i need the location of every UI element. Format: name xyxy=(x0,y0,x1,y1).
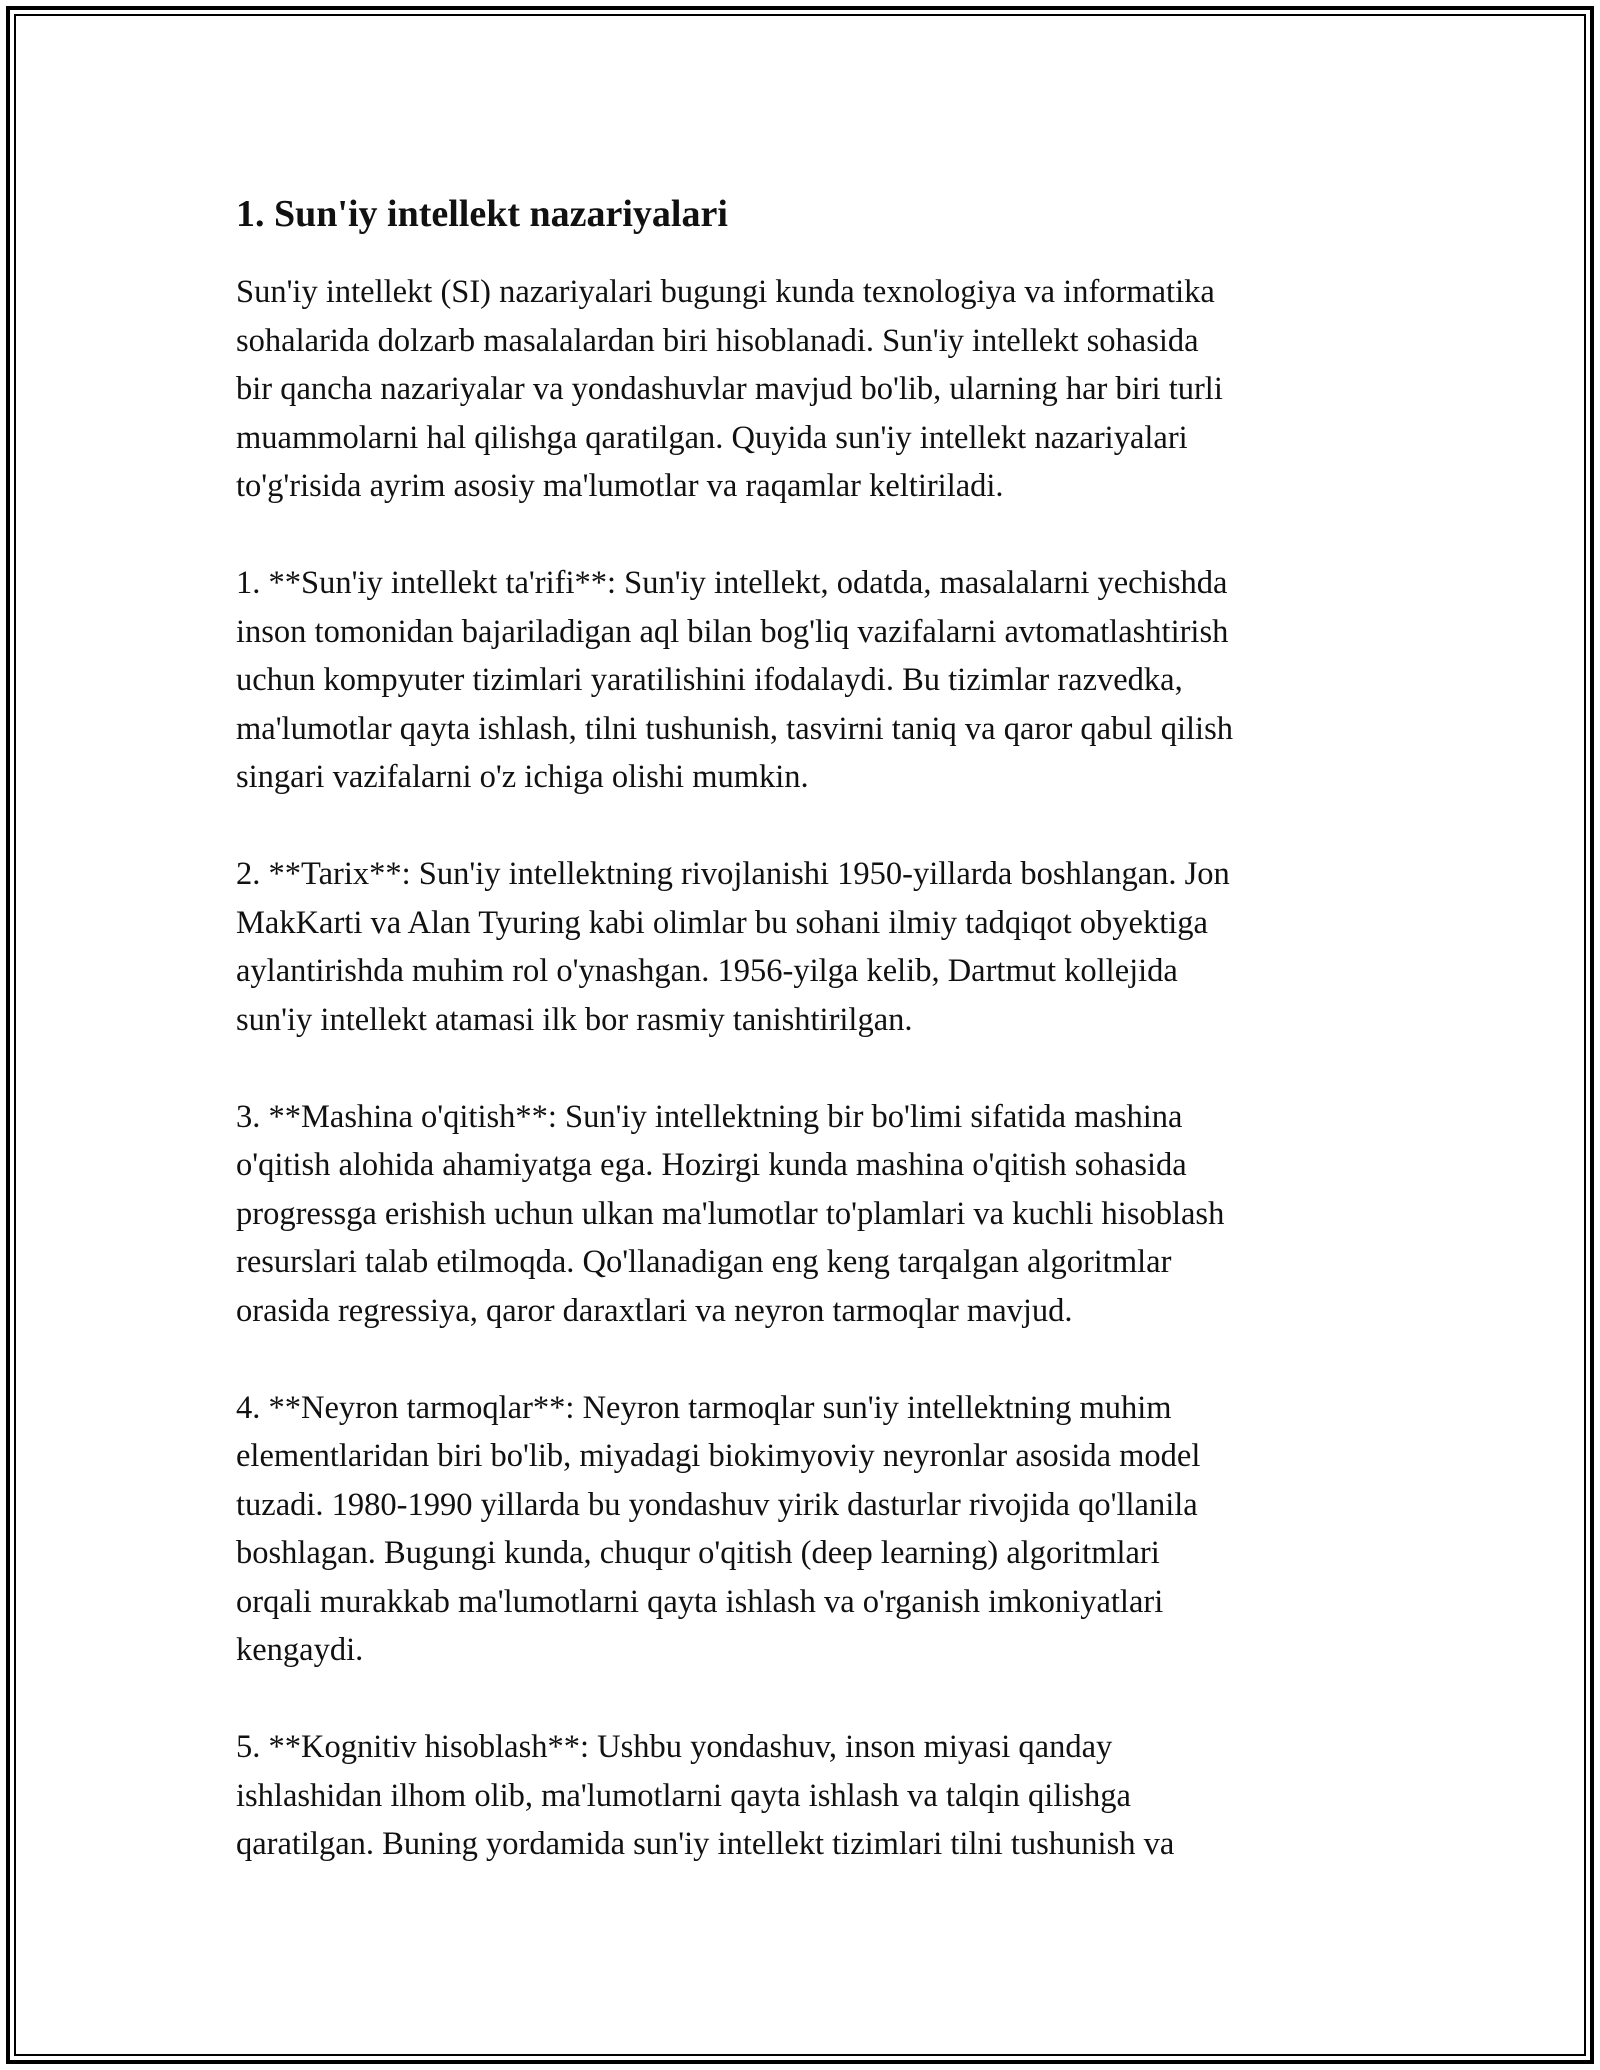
text-line: to'g'risida ayrim asosiy ma'lumotlar va raqamlar keltiriladi. xyxy=(236,468,1004,504)
text-line: tuzadi. 1980-1990 yillarda bu yondashuv yirik dasturlar rivojida qo'llanila xyxy=(236,1486,1198,1523)
text-line: sohalarida dolzarb masalalardan biri hisoblanadi. Sun'iy intellekt sohasida xyxy=(236,322,1199,359)
text-line: orqali murakkab ma'lumotlarni qayta ishlash va o'rganish imkoniyatlari xyxy=(236,1583,1164,1620)
text-line: 4. **Neyron tarmoqlar**: Neyron tarmoqlar sun'iy intellektning muhim xyxy=(236,1389,1172,1426)
document-body xyxy=(236,186,1376,1917)
text-line: qaratilgan. Buning yordamida sun'iy intellekt tizimlari tilni tushunish va xyxy=(236,1826,1175,1862)
text-line: resurslari talab etilmoqda. Qo'llanadigan eng keng tarqalgan algoritmlar xyxy=(236,1244,1172,1280)
text-line: 2. **Tarix**: Sun'iy intellektning rivojlanishi 1950-yillarda boshlangan. Jon xyxy=(236,856,1230,892)
text-line: muammolarni hal qilishga qaratilgan. Quyida sun'iy intellekt nazariyalari xyxy=(236,419,1188,456)
text-line: 3. **Mashina o'qitish**: Sun'iy intellektning bir bo'limi sifatida mashina xyxy=(236,1098,1183,1135)
text-line: inson tomonidan bajariladigan aql bilan bog'liq vazifalarni avtomatlashtirish xyxy=(236,613,1229,650)
text-line: boshlagan. Bugungi kunda, chuqur o'qitish (deep learning) algoritmlari xyxy=(236,1535,1160,1571)
text-line: singari vazifalarni o'z ichiga olishi mumkin. xyxy=(236,759,809,795)
text-line: orasida regressiya, qaror daraxtlari va neyron tarmoqlar mavjud. xyxy=(236,1292,1073,1329)
text-line: Sun'iy intellekt (SI) nazariyalari bugungi kunda texnologiya va informatika xyxy=(236,274,1215,310)
intro-paragraph xyxy=(236,268,1376,511)
text-line: bir qancha nazariyalar va yondashuvlar mavjud bo'lib, ularning har biri turli xyxy=(236,371,1223,407)
text-line: MakKarti va Alan Tyuring kabi olimlar bu sohani ilmiy tadqiqot obyektiga xyxy=(236,904,1208,941)
cognitive-computing-paragraph xyxy=(236,1723,1376,1869)
section-heading: 1. Sun'iy intellekt nazariyalari xyxy=(236,193,728,235)
machine-learning-paragraph xyxy=(236,1093,1376,1336)
text-line: sun'iy intellekt atamasi ilk bor rasmiy tanishtirilgan. xyxy=(236,1001,913,1038)
text-line: elementlaridan biri bo'lib, miyadagi biokimyoviy neyronlar asosida model xyxy=(236,1438,1201,1474)
text-line: progressga erishish uchun ulkan ma'lumotlar to'plamlari va kuchli hisoblash xyxy=(236,1195,1225,1232)
text-line: 5. **Kognitiv hisoblash**: Ushbu yondashuv, inson miyasi qanday xyxy=(236,1729,1113,1765)
text-line: uchun kompyuter tizimlari yaratilishini ifodalaydi. Bu tizimlar razvedka, xyxy=(236,662,1183,698)
text-line: aylantirishda muhim rol o'ynashgan. 1956-yilga kelib, Dartmut kollejida xyxy=(236,953,1178,989)
text-line: 1. **Sun'iy intellekt ta'rifi**: Sun'iy intellekt, odatda, masalalarni yechishda xyxy=(236,565,1228,601)
definition-paragraph xyxy=(236,559,1376,802)
neural-networks-paragraph xyxy=(236,1384,1376,1675)
text-line: o'qitish alohida ahamiyatga ega. Hozirgi kunda mashina o'qitish sohasida xyxy=(236,1147,1187,1183)
text-line: ma'lumotlar qayta ishlash, tilni tushunish, tasvirni taniq va qaror qabul qilish xyxy=(236,710,1233,747)
history-paragraph xyxy=(236,850,1376,1044)
text-line: ishlashidan ilhom olib, ma'lumotlarni qayta ishlash va talqin qilishga xyxy=(236,1777,1131,1814)
text-line: kengaydi. xyxy=(236,1632,364,1668)
